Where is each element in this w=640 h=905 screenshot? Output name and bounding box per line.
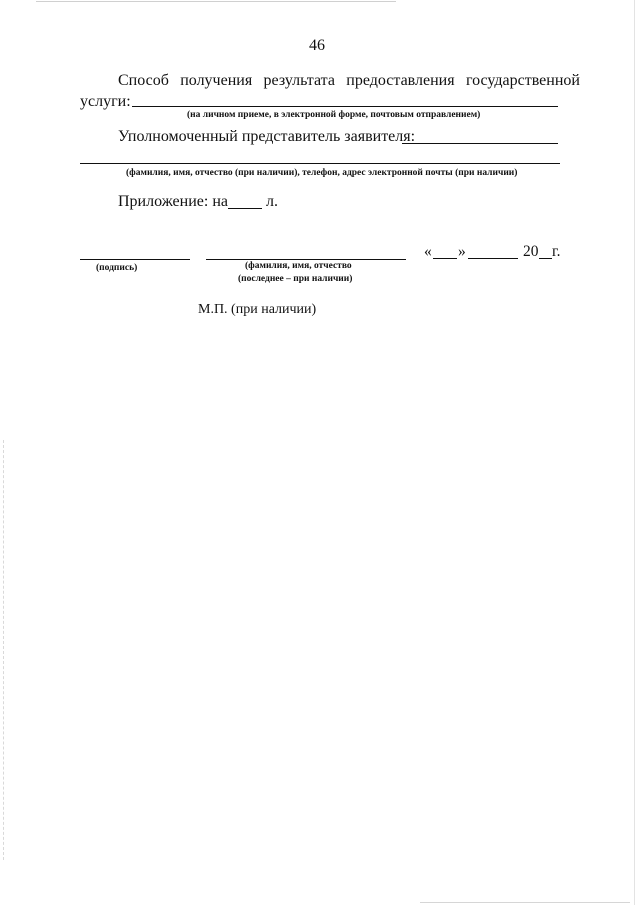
- attachment-sheets-line[interactable]: [228, 208, 262, 209]
- representative-hint: (фамилия, имя, отчество (при наличии), телефон, адрес электронной почты (при наличии): [126, 168, 518, 178]
- representative-label: Уполномоченный представитель заявителя:: [118, 128, 416, 145]
- scan-edge-left: [3, 440, 4, 860]
- attachment-prefix: Приложение: на: [118, 193, 228, 210]
- name-caption-line1: (фамилия, имя, отчество: [245, 261, 352, 271]
- method-word-3: результата: [263, 72, 335, 89]
- name-caption-line2: (последнее – при наличии): [238, 274, 353, 284]
- name-line[interactable]: [206, 259, 406, 260]
- date-month-line[interactable]: [468, 258, 518, 259]
- method-input-line[interactable]: [132, 106, 558, 107]
- seal-label: М.П. (при наличии): [198, 302, 317, 317]
- method-heading-line: [118, 72, 580, 90]
- method-word-2: получения: [180, 72, 253, 89]
- representative-full-line[interactable]: [80, 163, 560, 164]
- scan-edge-top: [36, 1, 396, 2]
- representative-input-line[interactable]: [402, 143, 558, 144]
- method-hint: (на личном приеме, в электронной форме, почтовым отправлением): [187, 110, 481, 120]
- method-word-5: государственной: [465, 72, 580, 89]
- date-year-suffix: г.: [552, 243, 561, 260]
- method-word-4: предоставления: [346, 72, 455, 89]
- date-open-quote: «: [424, 243, 432, 260]
- date-year-prefix: 20: [523, 243, 539, 260]
- date-close-quote: »: [458, 243, 466, 260]
- date-day-line[interactable]: [433, 258, 457, 259]
- method-label: услуги:: [80, 93, 131, 110]
- scan-edge-right: [634, 0, 635, 905]
- signature-line[interactable]: [80, 259, 190, 260]
- signature-caption: (подпись): [96, 263, 138, 273]
- attachment-suffix: л.: [266, 193, 278, 210]
- scan-edge-bottom: [420, 902, 630, 903]
- page-number: 46: [309, 37, 325, 54]
- date-year-line[interactable]: [539, 258, 552, 259]
- method-word-1: Способ: [118, 72, 169, 89]
